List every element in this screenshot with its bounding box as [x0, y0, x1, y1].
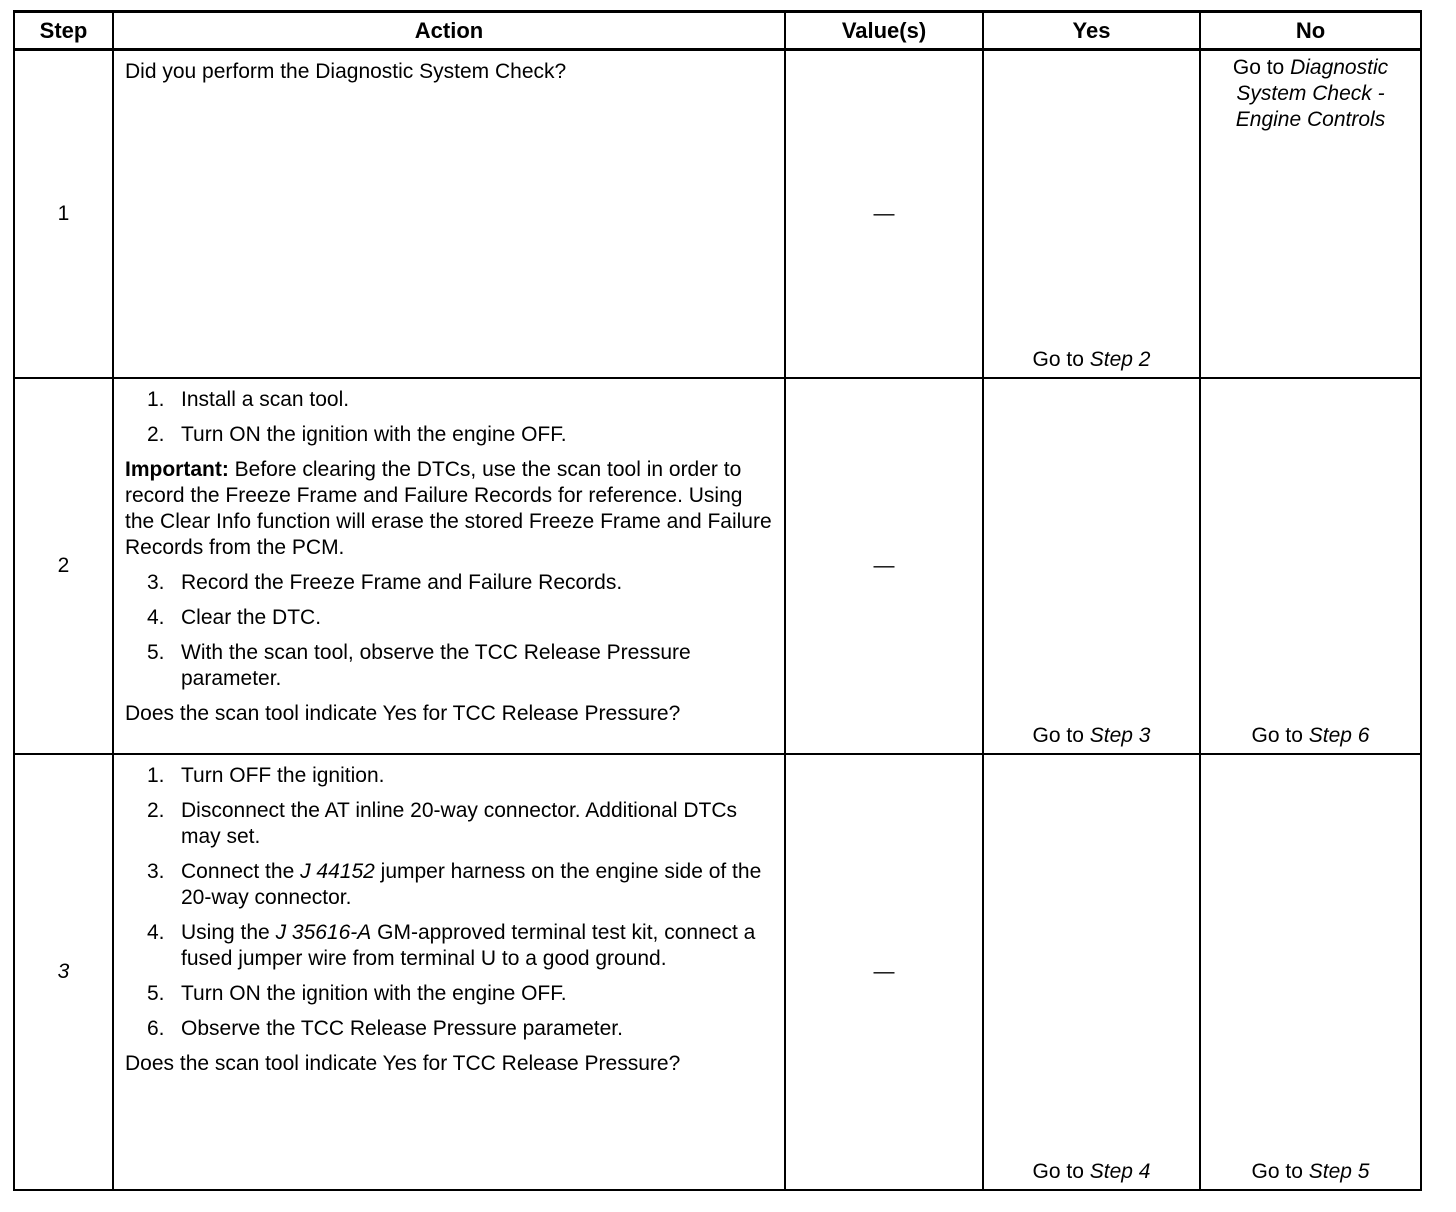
- list-text: jumper harness on the engine side of the 20-way connector.: [181, 859, 762, 909]
- tool-name: J 44152: [300, 859, 375, 883]
- list-text: Observe the TCC Release Pressure parameter.: [181, 1016, 623, 1040]
- tool-name: J 35616-A: [275, 920, 372, 944]
- list-text: Record the Freeze Frame and Failure Records.: [181, 570, 623, 594]
- no-cell: [1200, 754, 1421, 1190]
- action-cell: [113, 378, 785, 754]
- list-number: 4.: [147, 920, 165, 944]
- header-action: Action: [113, 12, 785, 50]
- header-no: No: [1200, 12, 1421, 50]
- header-yes: Yes: [983, 12, 1200, 50]
- table-row: [14, 754, 1421, 1190]
- value-cell: [785, 378, 983, 754]
- list-number: 3.: [147, 859, 165, 883]
- yes-link[interactable]: Step 2: [1089, 347, 1151, 371]
- list-text: Turn ON the ignition with the engine OFF.: [181, 422, 567, 446]
- question-text: Does the scan tool indicate Yes for TCC Release Pressure?: [125, 701, 681, 725]
- yes-prefix: Go to: [1032, 1159, 1090, 1183]
- important-note: [125, 457, 774, 561]
- list-item: [125, 981, 774, 1007]
- value-text: —: [873, 959, 895, 983]
- list-item: [125, 859, 774, 911]
- no-prefix: Go to: [1251, 723, 1309, 747]
- header-values: Value(s): [785, 12, 983, 50]
- no-cell: [1200, 378, 1421, 754]
- value-text: —: [873, 553, 895, 577]
- step-number: 1: [14, 50, 113, 378]
- list-number: 5.: [147, 640, 165, 664]
- list-text: Clear the DTC.: [181, 605, 322, 629]
- list-number: 6.: [147, 1016, 165, 1040]
- step-number: 2: [14, 378, 113, 754]
- list-text: Turn OFF the ignition.: [181, 763, 385, 787]
- list-text: Install a scan tool.: [181, 387, 350, 411]
- diagnostic-table: [13, 10, 1422, 1191]
- yes-prefix: Go to: [1032, 723, 1090, 747]
- list-item: [125, 798, 774, 850]
- list-number: 3.: [147, 570, 165, 594]
- header-step: Step: [14, 12, 113, 50]
- no-link[interactable]: Step 6: [1308, 723, 1370, 747]
- value-cell: [785, 50, 983, 378]
- yes-cell: [983, 50, 1200, 378]
- list-item: [125, 605, 774, 631]
- yes-cell: [983, 378, 1200, 754]
- step-list: [125, 763, 774, 1042]
- list-text: With the scan tool, observe the TCC Release Pressure parameter.: [181, 640, 691, 690]
- list-item: [125, 422, 774, 448]
- yes-link[interactable]: Step 3: [1089, 723, 1151, 747]
- list-number: 2.: [147, 798, 165, 822]
- list-number: 4.: [147, 605, 165, 629]
- step-number: 3: [14, 754, 113, 1190]
- list-text: Connect the: [181, 859, 301, 883]
- question-text: Did you perform the Diagnostic System Check?: [125, 60, 567, 83]
- table-row: [14, 378, 1421, 754]
- table-row: [14, 50, 1421, 378]
- action-cell: [113, 50, 785, 378]
- list-text: Disconnect the AT inline 20-way connector. Additional DTCs may set.: [181, 798, 738, 848]
- important-text: Before clearing the DTCs, use the scan tool in order to record the Freeze Frame and Failure Records for reference. Using the Clear Info function will erase the stored Freeze Frame and Failure Records from the PCM.: [125, 457, 772, 559]
- action-cell: [113, 754, 785, 1190]
- yes-prefix: Go to: [1032, 347, 1090, 371]
- list-item: [125, 763, 774, 789]
- step-list: [125, 570, 774, 692]
- important-label: Important:: [125, 457, 229, 481]
- list-item: [125, 387, 774, 413]
- step-list: [125, 387, 774, 448]
- list-text: Using the: [181, 920, 276, 944]
- list-text: GM-approved terminal test kit, connect a fused jumper wire from terminal U to a good ground.: [181, 920, 756, 970]
- list-number: 2.: [147, 422, 165, 446]
- value-text: —: [873, 201, 895, 225]
- value-cell: [785, 754, 983, 1190]
- no-prefix: Go to: [1232, 56, 1291, 79]
- no-prefix: Go to: [1251, 1159, 1309, 1183]
- list-number: 5.: [147, 981, 165, 1005]
- list-item: [125, 1016, 774, 1042]
- no-cell: [1200, 50, 1421, 378]
- question-text: Does the scan tool indicate Yes for TCC Release Pressure?: [125, 1051, 681, 1075]
- list-number: 1.: [147, 387, 165, 411]
- list-text: Turn ON the ignition with the engine OFF.: [181, 981, 567, 1005]
- header-row: [14, 12, 1421, 50]
- yes-link[interactable]: Step 4: [1089, 1159, 1151, 1183]
- no-link[interactable]: Step 5: [1308, 1159, 1370, 1183]
- list-item: [125, 920, 774, 972]
- list-item: [125, 570, 774, 596]
- list-item: [125, 640, 774, 692]
- yes-cell: [983, 754, 1200, 1190]
- list-number: 1.: [147, 763, 165, 787]
- no-link[interactable]: Diagnostic System Check - Engine Controls: [1235, 56, 1389, 131]
